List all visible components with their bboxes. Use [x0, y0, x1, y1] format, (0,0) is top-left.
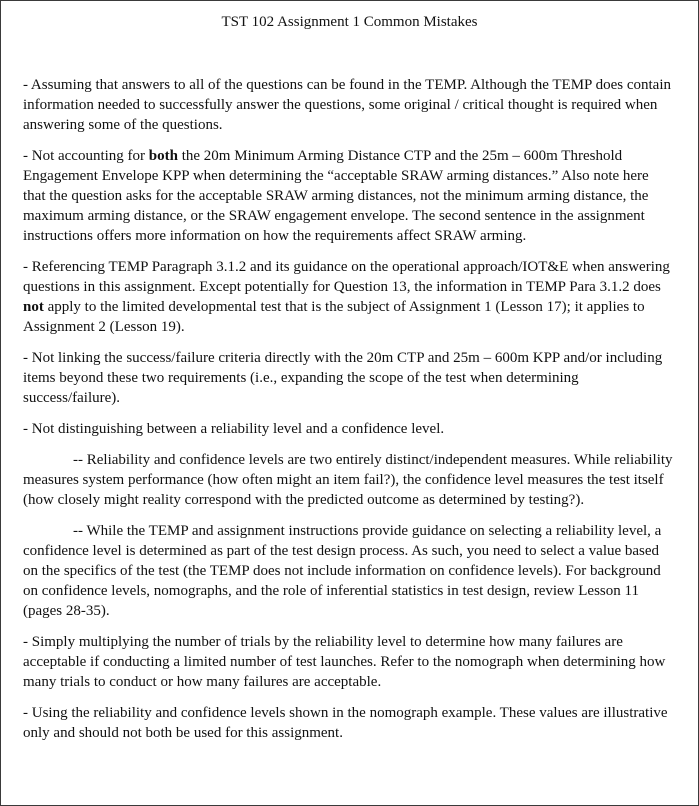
paragraph-text: apply to the limited developmental test that is the subject of Assignment 1 (Lesson 17); it applies to Assignment 2 (Lesson 19).: [23, 299, 645, 335]
paragraph-text: the 20m Minimum Arming Distance CTP and the 25m – 600m Threshold Engagement Envelope KPP when determining the “acceptable SRAW arming distances.” Also note here that the question asks for the acceptable SRAW arming distances, not the minimum arming distance, the maximum arming distance, or the SRAW engagement envelope. The second sentence in the assignment instructions offers more information on how the requirements affect SRAW arming.: [23, 148, 649, 244]
sub-point-paragraph: -- While the TEMP and assignment instructions provide guidance on selecting a reliability level, a confidence level is determined as part of the test design process. As such, you need to select a value based on the specifics of the test (the TEMP does not include information on confidence levels). For background on confidence levels, nomographs, and the role of inferential statistics in test design, review Lesson 11 (pages 28-35).: [23, 523, 662, 619]
mistake-paragraph: - Not distinguishing between a reliability level and a confidence level.: [23, 421, 445, 437]
mistake-paragraph: [23, 257, 673, 337]
mistake-paragraph: - Not linking the success/failure criteria directly with the 20m CTP and 25m – 600m KPP and/or including items beyond these two requirements (i.e., expanding the scope of the test when determining success/failure).: [23, 350, 663, 406]
document-body: [23, 75, 673, 754]
mistake-paragraph: [23, 146, 673, 246]
mistake-paragraph: - Simply multiplying the number of trials by the reliability level to determine how many failures are acceptable if conducting a limited number of test launches. Refer to the nomograph when determining how many trials to conduct or how many failures are acceptable.: [23, 634, 666, 690]
document-title: TST 102 Assignment 1 Common Mistakes: [221, 14, 478, 30]
paragraph-text: - Not accounting for: [23, 148, 149, 164]
mistake-paragraph: - Assuming that answers to all of the questions can be found in the TEMP. Although the TEMP does contain information needed to successfully answer the questions, some original / critical thought is required when answering some of the questions.: [23, 77, 671, 133]
paragraph-text: - Referencing TEMP Paragraph 3.1.2 and its guidance on the operational approach/IOT&E when answering questions in this assignment. Except potentially for Question 13, the information in TEMP Para 3.1.2 does: [23, 259, 670, 295]
emphasis-text: not: [23, 299, 44, 315]
sub-point-paragraph: -- Reliability and confidence levels are two entirely distinct/independent measures. While reliability measures system performance (how often might an item fail?), the confidence level measures the test itself (how closely might reality correspond with the predicted outcome as determined by testing?).: [23, 452, 673, 508]
mistake-paragraph: - Using the reliability and confidence levels shown in the nomograph example. These values are illustrative only and should not both be used for this assignment.: [23, 705, 668, 741]
emphasis-text: both: [148, 148, 178, 164]
